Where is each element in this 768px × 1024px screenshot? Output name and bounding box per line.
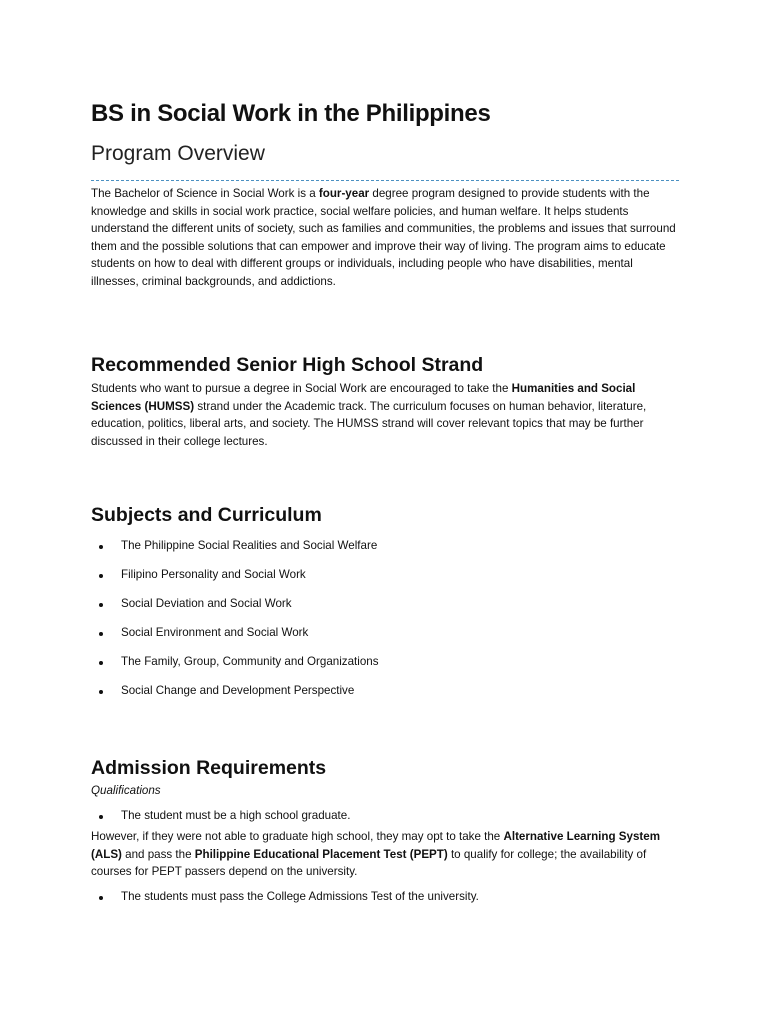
strand-bold-humss: Humanities and Social Sciences (HUMSS) [91, 382, 636, 413]
admission-note-paragraph [91, 828, 681, 881]
note-bold-als: Alternative Learning System (ALS) [91, 830, 661, 861]
strand-text-1: Students who want to pursue a degree in Social Work are encouraged to take the [91, 382, 512, 395]
note-text-1: However, if they were not able to graduate high school, they may opt to take the [91, 830, 504, 843]
subject-item [91, 655, 379, 684]
qualifications-label: Qualifications [91, 784, 161, 797]
strand-paragraph [91, 380, 681, 450]
subject-item [91, 684, 379, 713]
overview-text-1: The Bachelor of Science in Social Work is a [91, 187, 319, 200]
subject-label: The Family, Group, Community and Organizations [121, 655, 379, 668]
subject-label: Social Deviation and Social Work [121, 597, 292, 610]
subjects-heading: Subjects and Curriculum [91, 504, 322, 526]
bullet-icon [99, 632, 103, 636]
overview-paragraph [91, 185, 681, 291]
subject-item [91, 626, 379, 655]
admission-heading: Admission Requirements [91, 757, 327, 779]
bullet-icon [99, 545, 103, 549]
bullet-icon [99, 815, 103, 819]
overview-text-2: degree program designed to provide students with the knowledge and skills in social work practice, social welfare policies, and human welfare. It helps students understand the different units of society, such as families and communities, the problems and issues that surround them and the possible solutions that can empower and improve their way of living. The program aims to educate students on how to deal with different groups or individuals, including people who have disabilities, mental illnesses, criminal backgrounds, and addictions. [91, 187, 676, 288]
requirement-label: The students must pass the College Admissions Test of the university. [121, 890, 479, 903]
strand-heading: Recommended Senior High School Strand [91, 354, 484, 376]
subject-item [91, 539, 379, 568]
document-subtitle: Program Overview [91, 142, 265, 165]
admission-list-2 [91, 890, 479, 903]
bullet-icon [99, 574, 103, 578]
subject-item [91, 597, 379, 626]
note-text-3: to qualify for college; the availability of courses for PEPT passers depend on the university. [91, 847, 647, 879]
bullet-icon [99, 690, 103, 694]
overview-bold-four-year: four-year [318, 187, 370, 200]
note-bold-pept: Philippine Educational Placement Test (PEPT) [194, 847, 448, 861]
document-title: BS in Social Work in the Philippines [91, 100, 491, 127]
bullet-icon [99, 661, 103, 665]
subject-item [91, 568, 379, 597]
requirement-label: The student must be a high school graduate. [121, 809, 351, 822]
subject-label: Filipino Personality and Social Work [121, 568, 306, 581]
note-text-2: and pass the [121, 847, 195, 861]
subject-label: Social Environment and Social Work [121, 626, 309, 639]
subject-label: The Philippine Social Realities and Social Welfare [121, 539, 378, 552]
dashed-divider [91, 180, 679, 181]
admission-list-1 [91, 809, 350, 822]
bullet-icon [99, 896, 103, 900]
bullet-icon [99, 603, 103, 607]
strand-text-2: strand under the Academic track. The curriculum focuses on human behavior, literature, education, politics, liberal arts, and society. The HUMSS strand will cover relevant topics that may be further discussed in their college lectures. [91, 399, 647, 448]
subject-label: Social Change and Development Perspective [121, 684, 355, 697]
subjects-list [91, 539, 379, 713]
requirement-item [91, 890, 479, 903]
requirement-item [91, 809, 350, 822]
